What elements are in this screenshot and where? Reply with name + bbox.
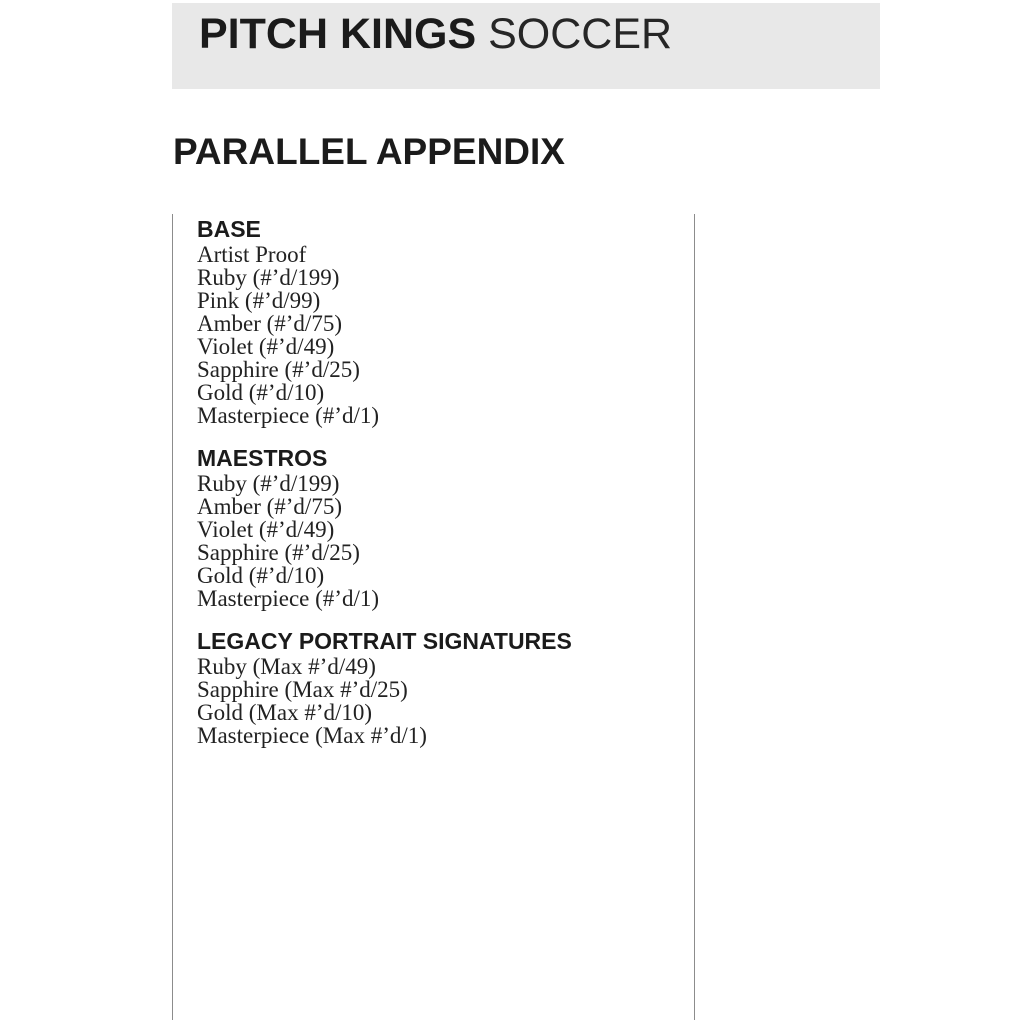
parallel-section <box>197 628 677 747</box>
parallel-item: Gold (Max #’d/10) <box>197 700 373 725</box>
column-divider-left <box>172 214 173 1020</box>
parallel-item: Violet (#’d/49) <box>197 334 335 359</box>
parallel-item: Masterpiece (#’d/1) <box>197 403 380 428</box>
parallel-item: Masterpiece (Max #’d/1) <box>197 723 427 748</box>
parallel-item: Sapphire (#’d/25) <box>197 357 360 382</box>
parallel-item: Sapphire (Max #’d/25) <box>197 677 408 702</box>
column-divider-right <box>694 214 695 1020</box>
brand-name-bold: PITCH KINGS <box>199 10 477 58</box>
parallel-section <box>197 445 677 610</box>
section-heading: MAESTROS <box>197 445 328 471</box>
parallel-item: Ruby (Max #’d/49) <box>197 654 376 679</box>
brand-title <box>199 8 672 60</box>
section-heading: BASE <box>197 216 261 242</box>
parallel-list <box>197 655 677 747</box>
parallel-item: Ruby (#’d/199) <box>197 265 340 290</box>
parallel-item: Ruby (#’d/199) <box>197 471 340 496</box>
parallel-list <box>197 472 677 610</box>
parallel-item: Gold (#’d/10) <box>197 380 325 405</box>
parallel-item: Gold (#’d/10) <box>197 563 325 588</box>
parallel-item: Violet (#’d/49) <box>197 517 335 542</box>
header-band <box>172 3 880 89</box>
parallel-sections <box>197 216 677 765</box>
brand-name-light: SOCCER <box>488 10 673 58</box>
parallel-item: Artist Proof <box>197 242 307 267</box>
parallel-item: Amber (#’d/75) <box>197 494 342 519</box>
parallel-item: Sapphire (#’d/25) <box>197 540 360 565</box>
page-title: PARALLEL APPENDIX <box>173 131 565 172</box>
parallel-item: Amber (#’d/75) <box>197 311 342 336</box>
parallel-list <box>197 243 677 427</box>
parallel-item: Pink (#’d/99) <box>197 288 321 313</box>
parallel-item: Masterpiece (#’d/1) <box>197 586 380 611</box>
section-heading: LEGACY PORTRAIT SIGNATURES <box>197 628 572 654</box>
parallel-section <box>197 216 677 427</box>
